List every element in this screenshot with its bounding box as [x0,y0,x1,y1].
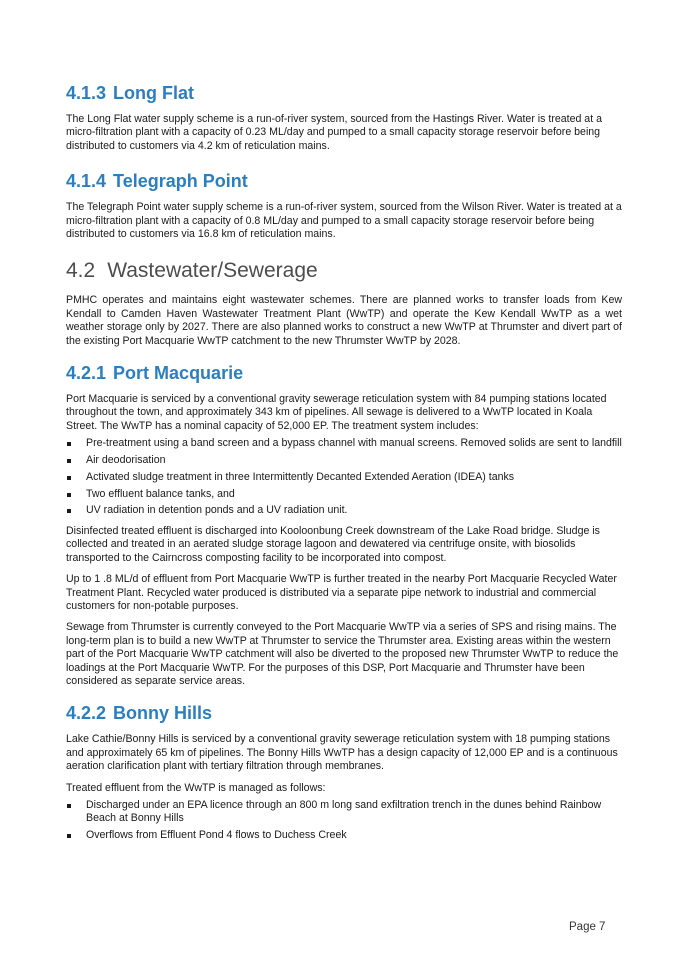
paragraph: PMHC operates and maintains eight wastewater schemes. There are planned works to transfer loads from Kew Kendall to Camden Haven Wastewater Treatment Plant (WwTP) and operate the Kew Kendall WwTP as a wet weather storage only by 2027. There are also planned works to construct a new WwTP at Thrumster and divert part of the existing Port Macquarie WwTP catchment to the new Thrumster WwTP by 2028. [66,294,622,347]
paragraph: Disinfected treated effluent is discharged into Kooloonbung Creek downstream of the Lake Road bridge. Sludge is collected and treated in an aerated sludge storage lagoon and dewatered via centrifuge onsite, with biosolids transported to the Cairncross composting facility to be incorporated into compost. [66,524,600,564]
list-item: Pre-treatment using a band screen and a bypass channel with manual screens. Removed solids are sent to landfill [66,437,622,450]
effluent-list [66,799,622,843]
paragraph: Port Macquarie is serviced by a conventional gravity sewerage reticulation system with 84 pumping stations located throughout the town, and approximately 343 km of pipelines. All sewage is delivered to a WwTP located in Koala Street. The WwTP has a nominal capacity of 52,000 EP. The treatment system includes: [66,393,607,432]
heading-title: Long Flat [113,83,195,103]
heading-4-2-2 [66,702,622,724]
heading-title: Bonny Hills [113,703,213,724]
heading-4-1-4 [66,170,622,192]
paragraph: Sewage from Thrumster is currently conveyed to the Port Macquarie WwTP via a series of SPS and rising mains. The long-term plan is to build a new WwTP at Thrumster to service the Thrumster area. Existing areas within the western part of the Port Macquarie WwTP catchment will also be diverted to the proposed new Thrumster WwTP to reduce the loadings at the Port Macquarie WwTP. For the purposes of this DSP, Port Macquarie and Thrumster have been considered as separate service areas. [66,621,619,687]
list-item: Overflows from Effluent Pond 4 flows to Duchess Creek [66,829,622,842]
heading-4-2 [66,258,622,284]
heading-number: 4.2.2 [66,703,107,724]
treatment-list [66,437,622,518]
heading-title: Wastewater/Sewerage [107,259,318,283]
heading-title: Port Macquarie [113,363,244,384]
list-item: UV radiation in detention ponds and a UV radiation unit. [66,504,622,517]
list-item: Activated sludge treatment in three Intermittently Decanted Extended Aeration (IDEA) tanks [66,471,622,484]
paragraph: Lake Cathie/Bonny Hills is serviced by a conventional gravity sewerage reticulation system with 18 pumping stations and approximately 65 km of pipelines. The Bonny Hills WwTP has a design capacity of 12,000 EP and is a continuous aeration clarification plant with tertiary filtration through membranes. [66,733,618,773]
heading-number: 4.1.3 [66,83,107,103]
page-number: Page 7 [569,921,606,933]
paragraph: The Telegraph Point water supply scheme is a run-of-river system, sourced from the Wilson River. Water is treated at a micro-filtration plant with a capacity of 0.8 ML/day and pumped to a small capacity storage reservoir before being distributed to customers via 16.8 km of reticulation mains. [66,201,622,241]
heading-4-2-1 [66,362,622,384]
document-page [66,82,622,850]
paragraph: Treated effluent from the WwTP is managed as follows: [66,781,326,794]
list-item: Discharged under an EPA licence through an 800 m long sand exfiltration trench in the dunes behind Rainbow Beach at Bonny Hills [66,799,622,826]
list-item: Two effluent balance tanks, and [66,488,622,501]
list-item: Air deodorisation [66,454,622,467]
heading-number: 4.1.4 [66,171,107,192]
heading-title: Telegraph Point [113,171,248,192]
heading-4-1-3 [66,82,622,104]
heading-number: 4.2.1 [66,363,107,384]
paragraph: The Long Flat water supply scheme is a run-of-river system, sourced from the Hastings River. Water is treated at a micro-filtration plant with a capacity of 0.23 ML/day and pumped to a small capacity storage reservoir before being distributed to customers via 4.2 km of reticulation mains. [66,113,602,152]
paragraph: Up to 1 .8 ML/d of effluent from Port Macquarie WwTP is further treated in the nearby Port Macquarie Recycled Water Treatment Plant. Recycled water produced is distributed via a separate pipe network to industrial and commercial customers for non-potable purposes. [66,573,617,612]
heading-number: 4.2 [66,259,96,283]
